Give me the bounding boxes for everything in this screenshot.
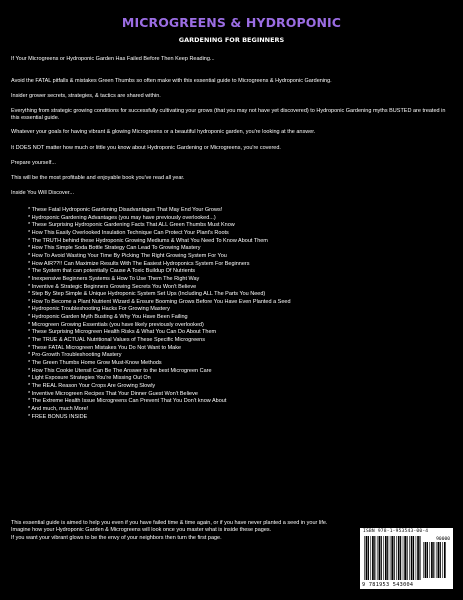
barcode-bar (391, 536, 393, 580)
barcode-bar (436, 542, 437, 578)
list-item: * Hydroponic Troubleshooting Hacks For Growing Mastery (28, 306, 170, 313)
list-item: * The Extreme Health Issue Microgreens Can Prevent That You Don't know About (28, 398, 227, 405)
list-item: * How To Become a Plant Nutrient Wizard & Ensure Booming Grows Before You Have Even Planted a Seed (28, 298, 291, 305)
list-item: * How This Simple Soda Bottle Strategy Can Lead To Growing Mastery (28, 245, 201, 252)
intro-paragraph: This will be the most profitable and enjoyable book you've read all year. (11, 174, 185, 181)
list-item: * Inventive & Strategic Beginners Growing Secrets You Won't Believe (28, 283, 197, 290)
list-item: * The REAL Reason Your Crops Are Growing Slowly (28, 383, 156, 390)
list-item: * And much, much More! (28, 406, 89, 412)
list-item: * Hydroponic Garden Myth Busting & Why You Have Been Failing (28, 314, 188, 321)
cover-header (0, 0, 463, 44)
list-item: * How To Avoid Wasting Your Time By Picking The Right Growing System For You (28, 252, 227, 259)
list-item: * How This Cookie Utensil Can Be The Answer to the best Microgreen Care (28, 367, 212, 374)
barcode-bar (381, 536, 382, 580)
barcode-bar (416, 536, 417, 580)
intro-paragraph: Avoid the FATAL pitfalls & mistakes Green Thumbs so often make with this essential guide to Microgreens & Hydroponic Gardening. (11, 78, 332, 85)
barcode-bar (398, 536, 400, 580)
barcode-bar (409, 536, 410, 580)
list-item: * These Surprising Microgreen Health Risks & What You Can Do About Them (28, 329, 217, 336)
barcode-bar (407, 536, 408, 580)
barcode-bar (383, 536, 384, 580)
barcode-bar (372, 536, 374, 580)
barcode-bar (444, 542, 446, 578)
description-body (11, 56, 451, 421)
barcode-bar (429, 542, 430, 578)
barcode-number: 9 781953 543004 (362, 582, 414, 588)
barcode-bar (387, 536, 388, 580)
barcode-bar (366, 536, 368, 580)
price-code: 90000 (436, 537, 450, 542)
list-item: * How This Easily Overlooked Insulation Technique Can Protect Your Plant's Roots (28, 229, 229, 236)
barcode-bar (400, 536, 401, 580)
intro-paragraph: Whatever your goals for having vibrant & glowing Microgreens or a beautiful hydroponic garden, you're looking at the answer. (11, 129, 316, 136)
discover-heading: Inside You Will Discover... (11, 189, 74, 196)
barcode-bar (417, 536, 419, 580)
list-item: * Light Exposure Strategies You're Missing Out On (28, 375, 151, 382)
barcode-bar (411, 536, 413, 580)
list-item: * Inexpensive Beginners Systems & How To Use Them The Right Way (28, 275, 200, 282)
list-item: * The TRUTH behind these Hydroponic Growing Mediums & What You Need To Know About Them (28, 237, 268, 244)
barcode-bar (370, 536, 371, 580)
barcode-bar (394, 536, 395, 580)
list-item: * The Green Thumbs Home Grow Must-Know Methods (28, 360, 162, 367)
barcode-bar (385, 536, 387, 580)
list-item: * Inventive Microgreen Recipes That Your Dinner Guest Won't Believe (28, 390, 198, 397)
list-item: * FREE BONUS INSIDE (28, 413, 88, 420)
intro-paragraph: Prepare yourself... (11, 159, 56, 166)
barcode-bar (427, 542, 428, 578)
barcode-bar (413, 536, 414, 580)
discover-list (11, 207, 451, 421)
isbn-label: ISBN 978-1-953543-00-4 (363, 529, 429, 534)
list-item: * Step By Step Simple & Unique Hydroponic System Set Ups (Including ALL The Parts You Need) (28, 291, 266, 298)
barcode-main-bars (364, 536, 421, 580)
barcode-bar (396, 536, 397, 580)
barcode-bar (390, 536, 391, 580)
barcode-bar (433, 542, 434, 578)
barcode-bar (419, 536, 420, 580)
barcode-bar (431, 542, 433, 578)
barcode-bar (377, 536, 378, 580)
list-item: * How AIR??!! Can Maximize Results With The Easiest Hydroponics System For Beginners (28, 260, 250, 267)
barcode-bar (438, 542, 440, 578)
intro-paragraph: Insider grower secrets, strategies, & tactics are shared within. (11, 93, 161, 100)
barcode-bar (425, 542, 427, 578)
barcode-bar (374, 536, 375, 580)
intro-paragraph: Everything from strategic growing conditions for successfully cultivating your grows (that you may not have yet discovered) to Hydroponic Gardening myths BUSTED are treated in this essential guide. (11, 108, 446, 122)
list-item: * Pro-Growth Troubleshooting Mastery (28, 352, 122, 359)
closing-line: If you want your vibrant glows to be the envy of your neighbors then turn the first page. (11, 534, 222, 541)
list-item: * Hydroponic Gardening Advantages (you may have previously overlooked...) (28, 214, 216, 221)
closing-line: This essential guide is aimed to help you even if you have failed time & time again, or if you have never planted a seed in your life. (11, 520, 328, 526)
barcode-bar (440, 542, 441, 578)
barcode-bar (423, 542, 424, 578)
closing-line: Imagine how your Hydroponic Garden & Microgreens will look once you master what is inside these pages. (11, 527, 272, 534)
list-item: * These Fatal Hydroponic Gardening Disadvantages That May End Your Grows! (28, 206, 223, 213)
intro-paragraph: It DOES NOT matter how much or little you know about Hydroponic Gardening or Microgreens, you're covered. (11, 144, 281, 151)
barcode-bar (403, 536, 404, 580)
barcode-bar (364, 536, 365, 580)
list-item: * The System that can potentially Cause A Toxic Buildup Of Nutrients (28, 268, 196, 275)
list-item: * Microgreen Growing Essentials (you have likely previously overlooked) (28, 321, 204, 328)
isbn-barcode (360, 528, 453, 589)
barcode-bar (404, 536, 406, 580)
book-title: MICROGREENS & HYDROPONIC (121, 15, 342, 30)
intro-hook: If Your Microgreens or Hydroponic Garden Has Failed Before Then Keep Reading... (11, 56, 215, 62)
barcode-bar (442, 542, 443, 578)
list-item: * The TRUE & ACTUAL Nutritional Values of These Specific Microgreens (28, 337, 205, 344)
list-item: * These FATAL Microgreen Mistakes You Do Not Want to Make (28, 344, 182, 351)
book-subtitle: GARDENING FOR BEGINNERS (178, 36, 285, 44)
list-item: * These Surprising Hydroponic Gardening Facts That ALL Green Thumbs Must Know (28, 222, 235, 229)
barcode-bar (379, 536, 381, 580)
barcode-bar (368, 536, 369, 580)
barcode-addon-bars (423, 542, 447, 578)
